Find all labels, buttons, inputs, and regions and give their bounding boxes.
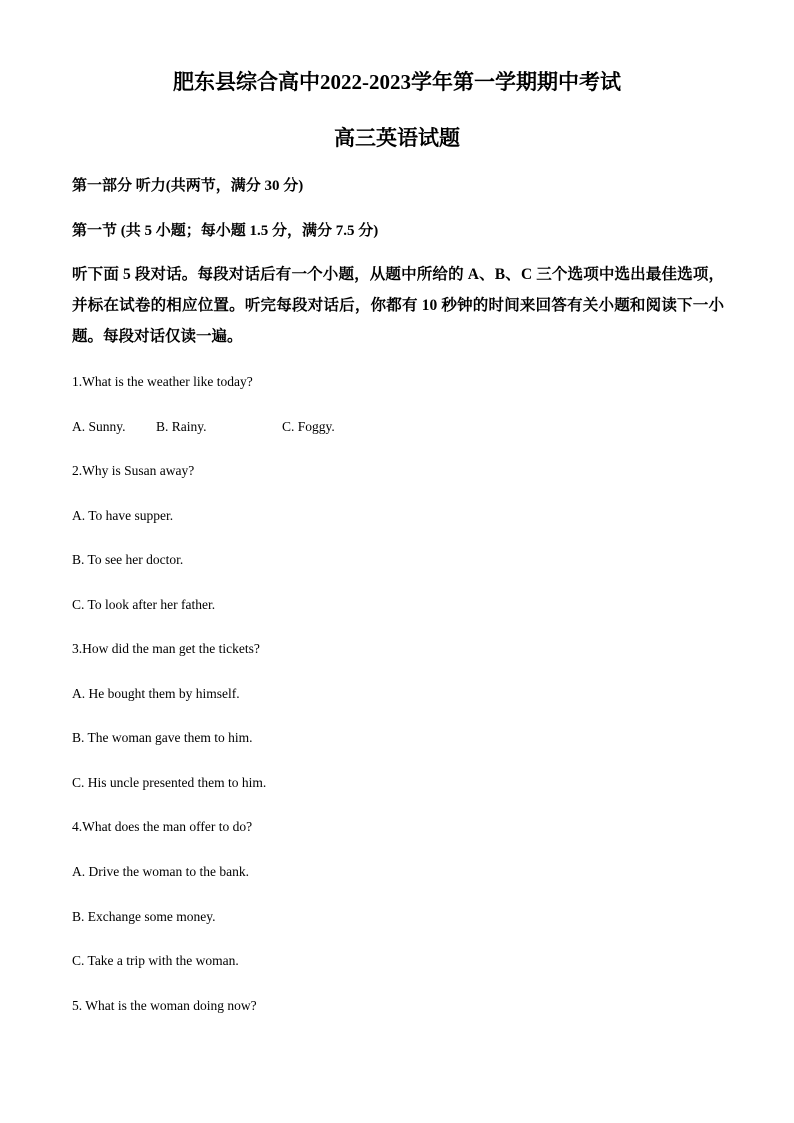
option-b: B. To see her doctor. [72,552,184,567]
question-stem: 2.Why is Susan away? [72,463,195,478]
option-c: C. To look after her father. [72,597,216,612]
option-a: A. He bought them by himself. [72,686,240,701]
option-c: C. Foggy. [282,419,335,434]
option-b: B. Rainy. [156,419,207,434]
option-c: C. His uncle presented them to him. [72,775,267,790]
option-a: A. To have supper. [72,508,174,523]
option-a: A. Drive the woman to the bank. [72,864,249,879]
part-heading: 第一部分 听力(共两节，满分 30 分) [72,178,304,194]
option-b: B. Exchange some money. [72,909,216,924]
exam-title: 肥东县综合高中2022-2023学年第一学期期中考试 [173,70,621,94]
option-b: B. The woman gave them to him. [72,730,253,745]
question-stem: 3.How did the man get the tickets? [72,641,260,656]
option-a: A. Sunny. [72,419,126,434]
option-row [72,418,335,436]
question-stem: 4.What does the man offer to do? [72,819,253,834]
listening-instructions: 听下面 5 段对话。每段对话后有一个小题，从题中所给的 A、B、C 三个选项中选出最佳选项，并标在试卷的相应位置。听完每段对话后，你都有 10 秒钟的时间来回答有关小题和阅读下一小题。每段对话仅读一遍。 [72,266,724,345]
exam-subtitle: 高三英语试题 [334,126,460,150]
option-c: C. Take a trip with the woman. [72,953,239,968]
question-stem: 1.What is the weather like today? [72,374,253,389]
section-heading: 第一节 (共 5 小题；每小题 1.5 分，满分 7.5 分) [72,223,379,239]
question-stem: 5. What is the woman doing now? [72,998,257,1013]
